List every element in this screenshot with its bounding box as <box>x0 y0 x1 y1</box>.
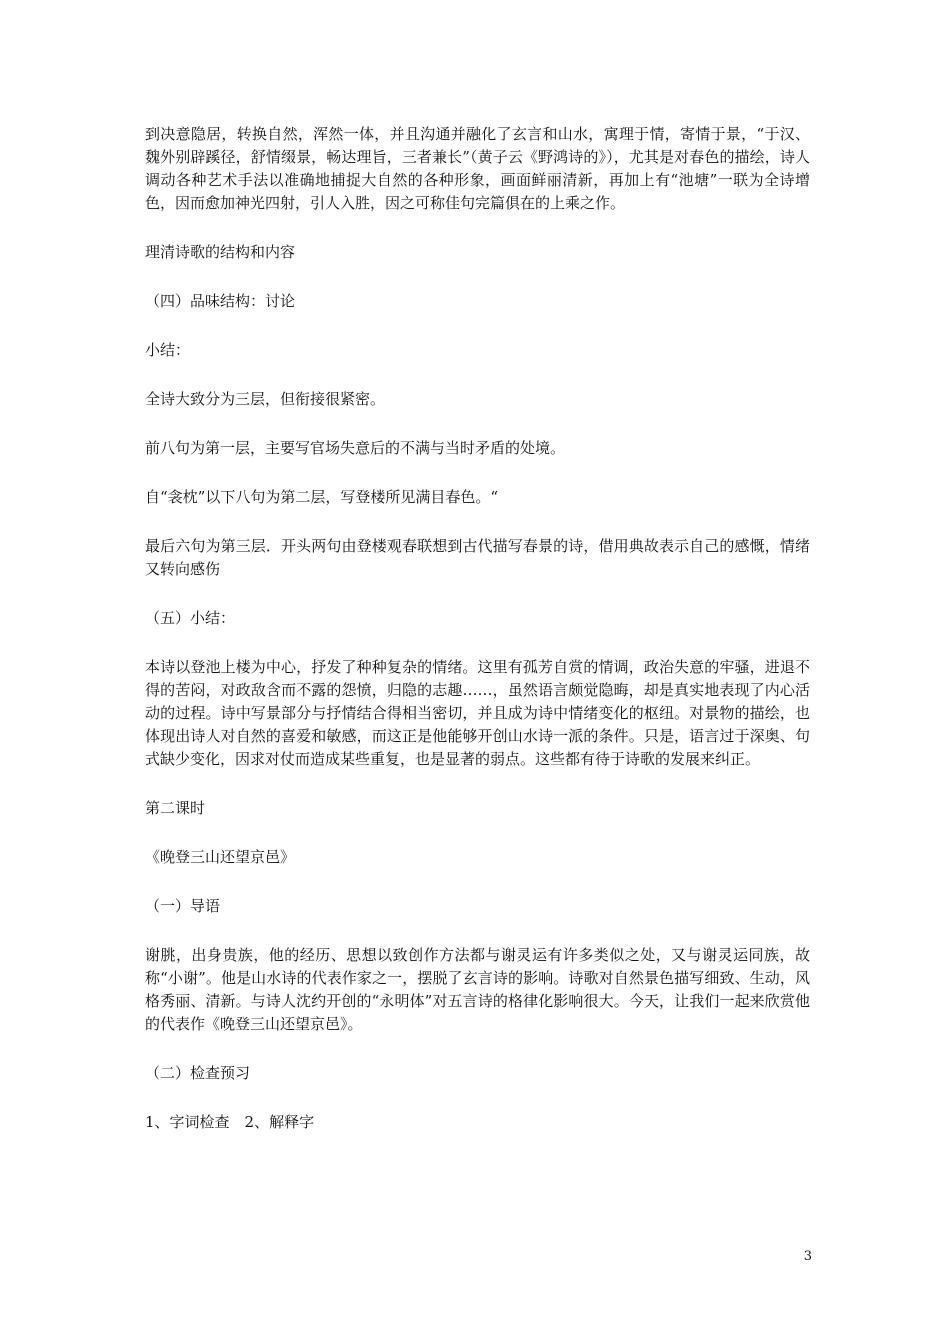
section-heading-preview: （二）检查预习 <box>145 1064 251 1082</box>
page-number: 3 <box>803 1249 812 1264</box>
paragraph-three-layers: 全诗大致分为三层，但衔接很紧密。 <box>145 390 386 408</box>
paragraph-xie-tiao: 谢朓，出身贵族，他的经历、思想以致创作方法都与谢灵运有许多类似之处，又与谢灵运同族，故称“小谢”。他是山水诗的代表作家之一，摆脱了玄言诗的影响。诗歌对自然景色描写细致、生动，风格秀丽、清新。与诗人沈约开创的“永明体”对五言诗的格律化影响很大。今天，让我们一起来欣赏他的代表作《晚登三山还望京邑》。 <box>145 946 810 1033</box>
poem-title: 《晚登三山还望京邑》 <box>145 848 296 866</box>
summary-label: 小结： <box>145 341 191 359</box>
paragraph-layer-one: 前八句为第一层，主要写官场失意后的不满与当时矛盾的处境。 <box>145 439 566 457</box>
paragraph-intro-analysis: 到决意隐居，转换自然，浑然一体，并且沟通并融化了玄言和山水，寓理于情，寄情于景，“于汉、魏外别辟蹊径，舒情缀景，畅达理旨，三者兼长”（黄子云《野鸿诗的》），尤其是对春色的描绘，诗人调动各种艺术手法以准确地捕捉大自然的各种形象，画面鲜丽清新，再加上有“池塘”一联为全诗增色，因而愈加神光四射，引人入胜，因之可称佳句完篇俱在的上乘之作。 <box>145 125 810 212</box>
paragraph-vocabulary-check: 1、字词检查 2、解释字 <box>145 1113 315 1131</box>
paragraph-layer-two: 自“衾枕”以下八句为第二层，写登楼所见满目春色。“ <box>145 488 499 506</box>
page-content <box>145 123 810 1134</box>
section-heading-intro: （一）导语 <box>145 897 221 915</box>
paragraph-layer-three: 最后六句为第三层．开头两句由登楼观春联想到古代描写春景的诗，借用典故表示自己的感慨，情绪又转向感伤 <box>145 537 810 578</box>
section-heading-4: （四）品味结构：讨论 <box>145 292 296 310</box>
paragraph-summary: 本诗以登池上楼为中心，抒发了种种复杂的情绪。这里有孤芳自赏的情调，政治失意的牢骚，进退不得的苦闷，对政敌含而不露的怨愤，归隐的志趣……，虽然语言颇觉隐晦，却是真实地表现了内心活动的过程。诗中写景部分与抒情结合得相当密切，并且成为诗中情绪变化的枢纽。对景物的描绘，也体现出诗人对自然的喜爱和敏感，而这正是他能够开创山水诗一派的条件。只是，语言过于深奥、句式缺少变化，因求对仗而造成某些重复，也是显著的弱点。这些都有待于诗歌的发展来纠正。 <box>145 658 810 768</box>
lesson-two-heading: 第二课时 <box>145 799 206 817</box>
section-heading-5: （五）小结： <box>145 609 236 627</box>
paragraph-structure-heading: 理清诗歌的结构和内容 <box>145 243 296 261</box>
